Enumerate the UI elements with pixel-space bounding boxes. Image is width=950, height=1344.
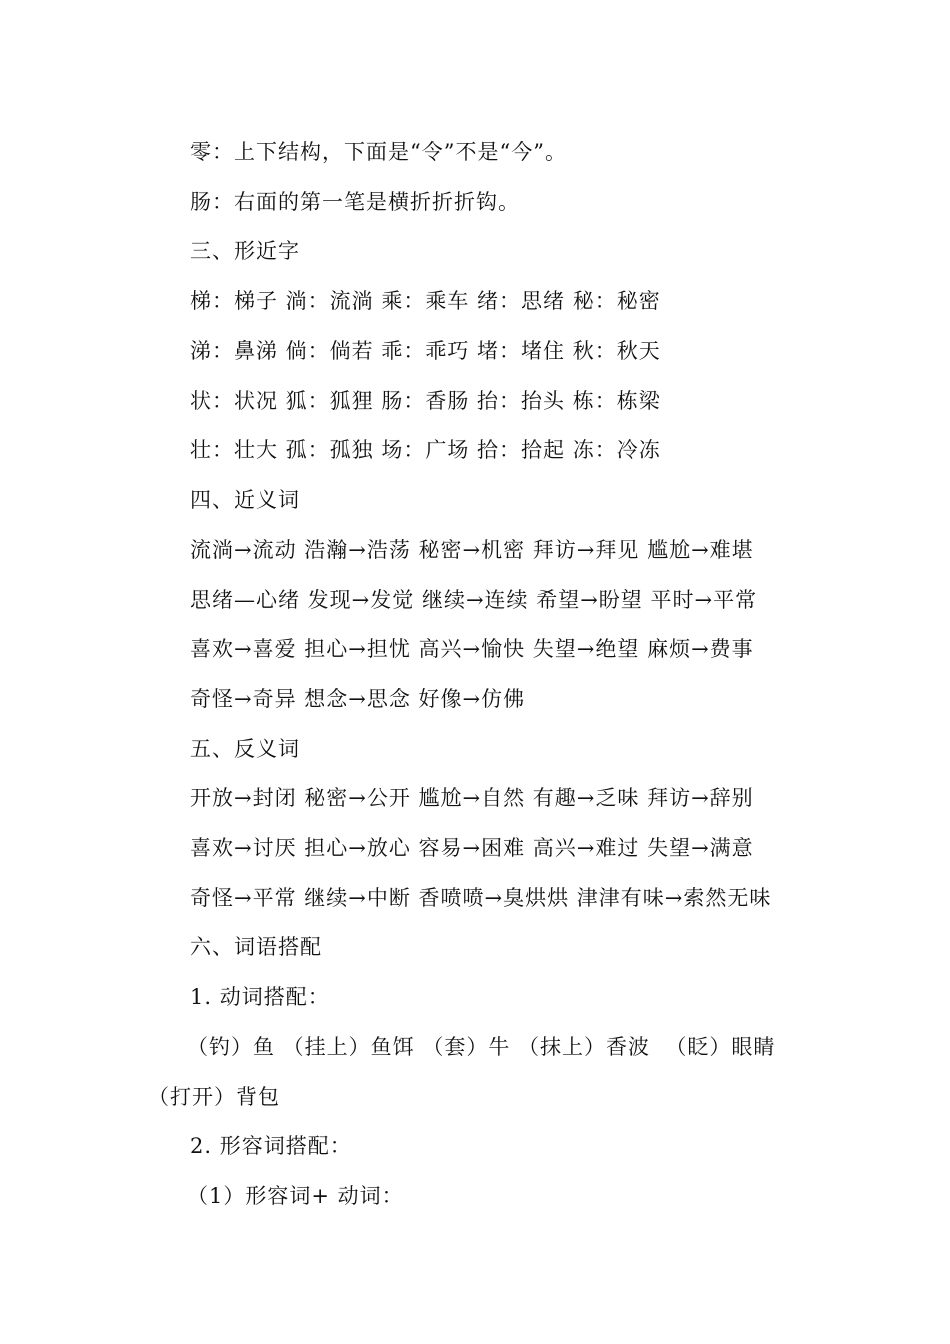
adjective-verb-subheading: （1）形容词+ 动词： <box>187 1184 404 1208</box>
similar-chars-row-3: 状：状况 狐：狐狸 肠：香肠 抬：抬头 栋：栋梁 <box>190 389 661 413</box>
note-chang: 肠：右面的第一笔是横折折折钩。 <box>190 190 520 214</box>
synonyms-row-1: 流淌→流动 浩瀚→浩荡 秘密→机密 拜访→拜见 尴尬→难堪 <box>190 538 754 562</box>
verb-collocations-row: （钓）鱼 （挂上）鱼饵 （套）牛 （抹上）香波 （眨）眼睛 <box>187 1035 776 1059</box>
synonyms-row-4: 奇怪→奇异 想念→思念 好像→仿佛 <box>190 687 526 711</box>
note-ling: 零：上下结构，下面是“令”不是“今”。 <box>190 140 567 164</box>
synonyms-row-2: 思绪—心绪 发现→发觉 继续→连续 希望→盼望 平时→平常 <box>190 588 758 612</box>
subheading-adjective-collocations: 2. 形容词搭配： <box>190 1134 352 1158</box>
section-heading-collocations: 六、词语搭配 <box>190 935 322 959</box>
similar-chars-row-1: 梯：梯子 淌：流淌 乘：乘车 绪：思绪 秘：秘密 <box>190 289 661 313</box>
similar-chars-row-2: 涕：鼻涕 倘：倘若 乖：乖巧 堵：堵住 秋：秋天 <box>190 339 661 363</box>
synonyms-row-3: 喜欢→喜爱 担心→担忧 高兴→愉快 失望→绝望 麻烦→费事 <box>190 637 754 661</box>
similar-chars-row-4: 壮：壮大 孤：孤独 场：广场 拾：拾起 冻：冷冻 <box>190 438 661 462</box>
antonyms-row-2: 喜欢→讨厌 担心→放心 容易→困难 高兴→难过 失望→满意 <box>190 836 754 860</box>
verb-collocations-continued: （打开）背包 <box>148 1085 280 1109</box>
subheading-verb-collocations: 1. 动词搭配： <box>190 985 330 1009</box>
section-heading-similar-chars: 三、形近字 <box>190 239 300 263</box>
antonyms-row-3: 奇怪→平常 继续→中断 香喷喷→臭烘烘 津津有味→索然无味 <box>190 886 772 910</box>
section-heading-synonyms: 四、近义词 <box>190 488 300 512</box>
section-heading-antonyms: 五、反义词 <box>190 737 300 761</box>
antonyms-row-1: 开放→封闭 秘密→公开 尴尬→自然 有趣→乏味 拜访→辞别 <box>190 786 754 810</box>
